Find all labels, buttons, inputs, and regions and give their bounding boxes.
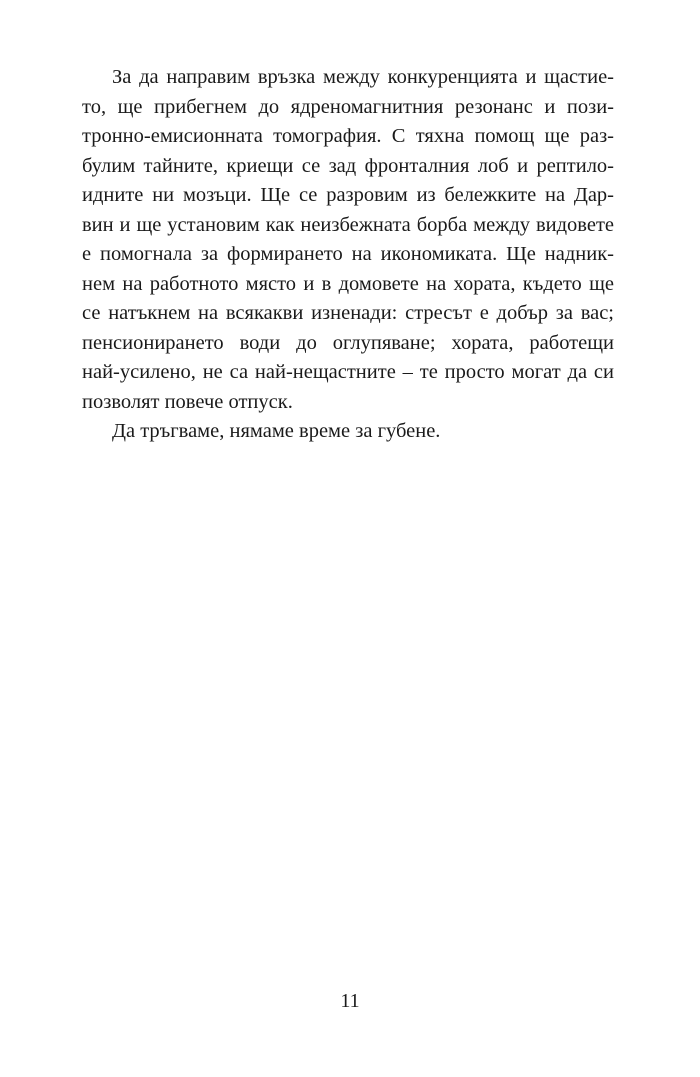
text-line: тронно-емисионната томография. С тяхна помощ ще раз- (82, 125, 614, 147)
text-line: За да направим връзка между конкуренцията и щастие- (112, 66, 614, 88)
text-line: булим тайните, криещи се зад фронталния лоб и рептило- (82, 154, 614, 177)
text-line: идните ни мозъци. Ще се разровим из бележките на Дар- (82, 184, 614, 206)
text-line: най-усилено, не са най-нещастните – те просто могат да си (82, 361, 614, 383)
text-line: се натъкнем на всякакви изненади: стресът е добър за вас; (82, 302, 614, 324)
text-line: Да тръгваме, нямаме време за губене. (112, 420, 441, 442)
body-text (82, 63, 614, 447)
paragraph-2 (82, 417, 614, 447)
text-line: то, ще прибегнем до ядреномагнитния резонанс и пози- (82, 95, 614, 118)
text-line: нем на работното място и в домовете на хората, където ще (82, 272, 614, 295)
text-line: позволят повече отпуск. (82, 390, 293, 413)
text-line: е помогнала за формирането на икономиката. Ще надник- (82, 243, 614, 265)
text-line: пенсионирането води до оглупяване; хората, работещи (82, 331, 614, 354)
page-number: 11 (340, 990, 360, 1012)
paragraph-1 (82, 63, 614, 417)
text-line: вин и ще установим как неизбежната борба между видовете (82, 213, 614, 236)
